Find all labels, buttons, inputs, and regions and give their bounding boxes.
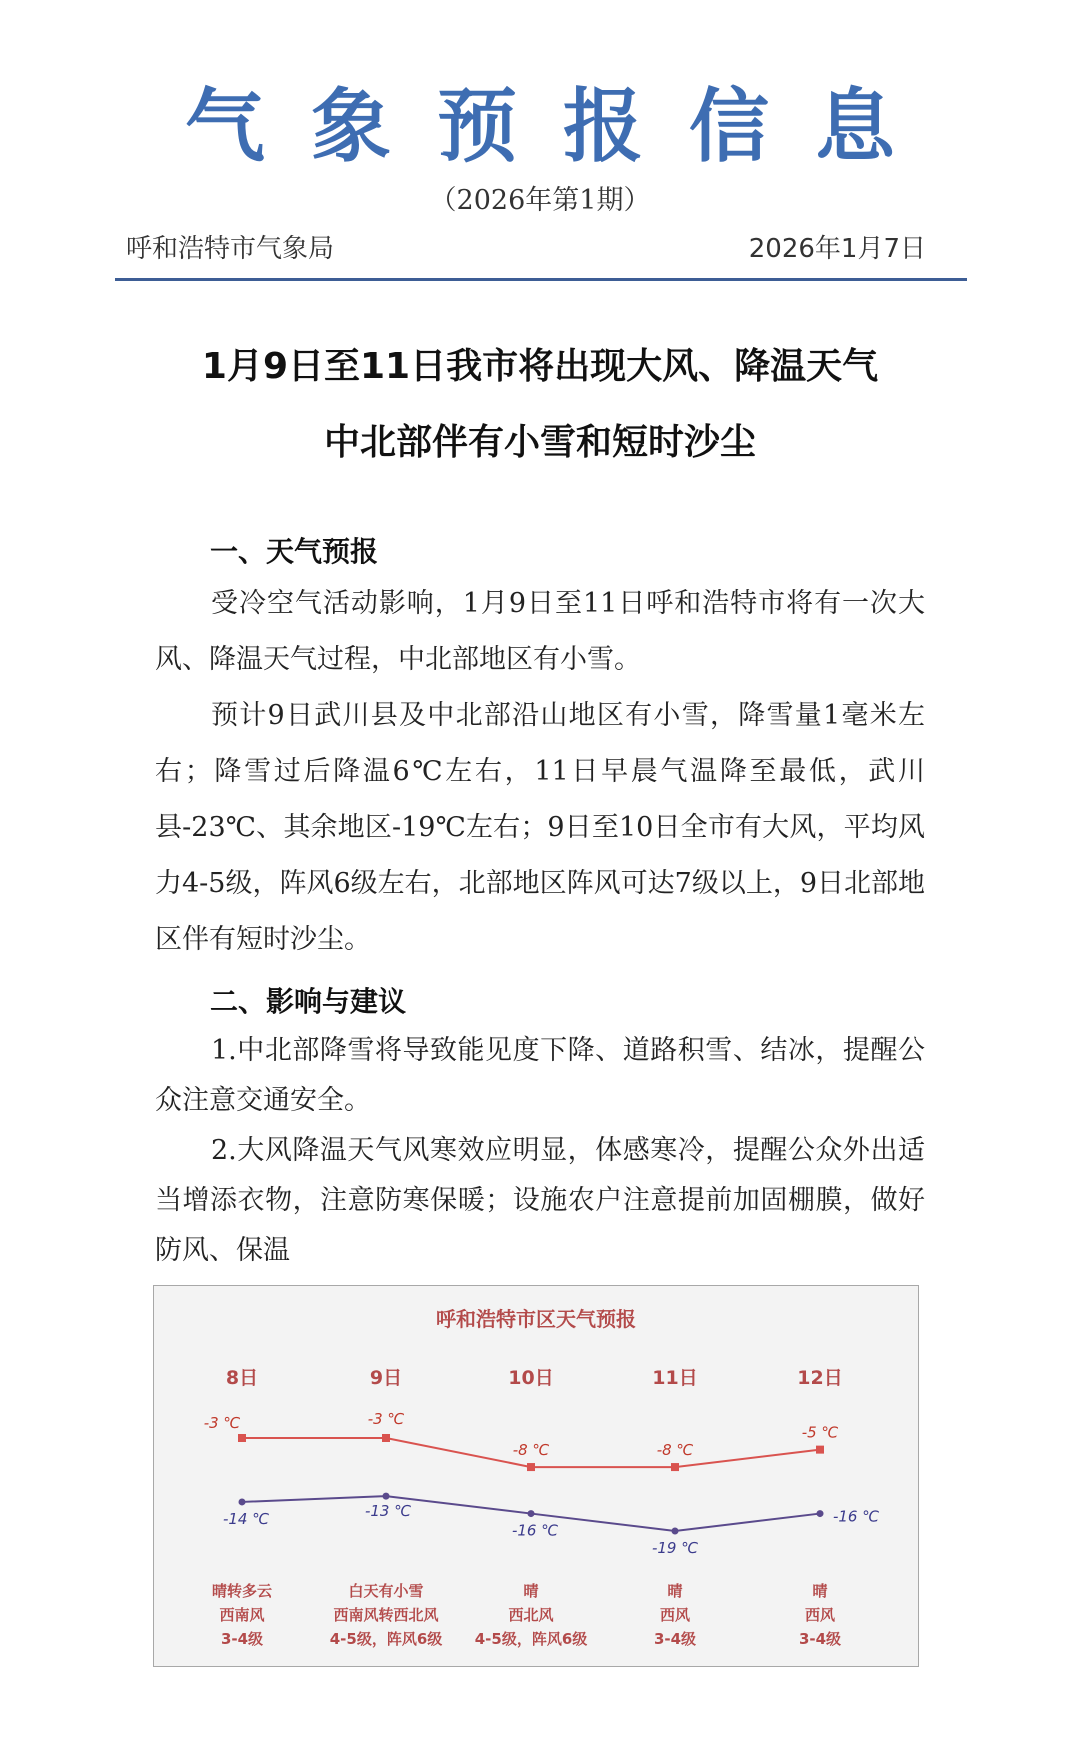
- forecast-paragraph-1: 受冷空气活动影响，1月9日至11日呼和浩特市将有一次大风、降温天气过程，中北部地区有小雪。: [155, 588, 925, 675]
- chart-title: 呼和浩特市区天气预报: [436, 1307, 636, 1331]
- high-temp-point: [382, 1434, 390, 1442]
- day-label: 10日: [508, 1367, 554, 1389]
- advice-paragraph-2: 2.大风降温天气风寒效应明显，体感寒冷，提醒公众外出适当增添衣物，注意防寒保暖；设施农户注意提前加固棚膜，做好防风、保温: [155, 1135, 925, 1266]
- low-temp-point: [672, 1528, 679, 1535]
- low-temp-label: -19 ℃: [651, 1539, 699, 1557]
- issue-date: 2026年1月7日: [748, 234, 926, 264]
- weather-wind-dir: 西风: [659, 1606, 691, 1624]
- forecast-paragraph-2: 预计9日武川县及中北部沿山地区有小雪，降雪量1毫米左右；降雪过后降温6℃左右，11日早晨气温降至最低，武川县-23℃、其余地区-19℃左右；9日至10日全市有大风，平均风力4-5级，阵风6级左右，北部地区阵风可达7级以上，9日北部地区伴有短时沙尘。: [155, 700, 926, 955]
- high-temp-label: -3 ℃: [203, 1414, 241, 1432]
- weather-wind-level: 4-5级，阵风6级: [329, 1630, 443, 1648]
- weather-wind-dir: 西风: [804, 1606, 836, 1624]
- issue-number: （2026年第1期）: [429, 185, 651, 216]
- headline-line-1: 1月9日至11日我市将出现大风、降温天气: [201, 346, 879, 387]
- high-temp-label: -3 ℃: [367, 1410, 405, 1428]
- high-temp-point: [238, 1434, 246, 1442]
- low-temp-point: [817, 1510, 824, 1517]
- high-temp-point: [527, 1463, 535, 1471]
- day-label: 9日: [369, 1367, 403, 1389]
- low-temp-label: -14 ℃: [222, 1509, 270, 1528]
- weather-wind-level: 3-4级: [220, 1630, 264, 1648]
- low-temp-label: -16 ℃: [832, 1507, 880, 1526]
- agency-name: 呼和浩特市气象局: [126, 234, 335, 264]
- low-temp-label: -16 ℃: [511, 1521, 559, 1540]
- headline-line-2: 中北部伴有小雪和短时沙尘: [323, 422, 756, 463]
- meta-row: [126, 228, 926, 265]
- section-title-forecast: 一、天气预报: [210, 535, 379, 568]
- high-temp-label: -5 ℃: [801, 1423, 839, 1442]
- low-temp-label: -13 ℃: [364, 1502, 412, 1521]
- high-temp-label: -8 ℃: [512, 1441, 550, 1460]
- advice-paragraph-1: 1.中北部降雪将导致能见度下降、道路积雪、结冰，提醒公众注意交通安全。: [155, 1035, 925, 1116]
- high-temp-label: -8 ℃: [656, 1441, 694, 1460]
- low-temp-point: [528, 1510, 535, 1517]
- weather-wind-level: 3-4级: [798, 1630, 842, 1648]
- weather-wind-level: 4-5级，阵风6级: [474, 1630, 588, 1648]
- section-title-advice: 二、影响与建议: [210, 985, 407, 1018]
- weather-sky: 晴: [667, 1582, 683, 1600]
- header-divider: [115, 278, 967, 281]
- weather-sky: 晴: [523, 1582, 539, 1600]
- weather-sky: 白天有小雪: [348, 1582, 424, 1600]
- forecast-chart: [153, 1285, 919, 1667]
- low-temp-point: [383, 1493, 390, 1500]
- masthead-title: 气象预报信息: [185, 80, 941, 173]
- day-label: 11日: [652, 1367, 698, 1389]
- day-label: 8日: [225, 1367, 259, 1389]
- day-label: 12日: [797, 1367, 843, 1389]
- weather-wind-dir: 西南风: [219, 1606, 265, 1624]
- high-temp-point: [816, 1446, 824, 1454]
- weather-sky: 晴: [812, 1582, 828, 1600]
- weather-wind-dir: 西南风转西北风: [333, 1606, 439, 1624]
- weather-wind-level: 3-4级: [653, 1630, 697, 1648]
- weather-wind-dir: 西北风: [508, 1606, 554, 1624]
- forecast-chart-svg: [154, 1286, 918, 1666]
- high-temp-point: [671, 1463, 679, 1471]
- low-temp-point: [239, 1498, 246, 1505]
- weather-sky: 晴转多云: [211, 1582, 273, 1600]
